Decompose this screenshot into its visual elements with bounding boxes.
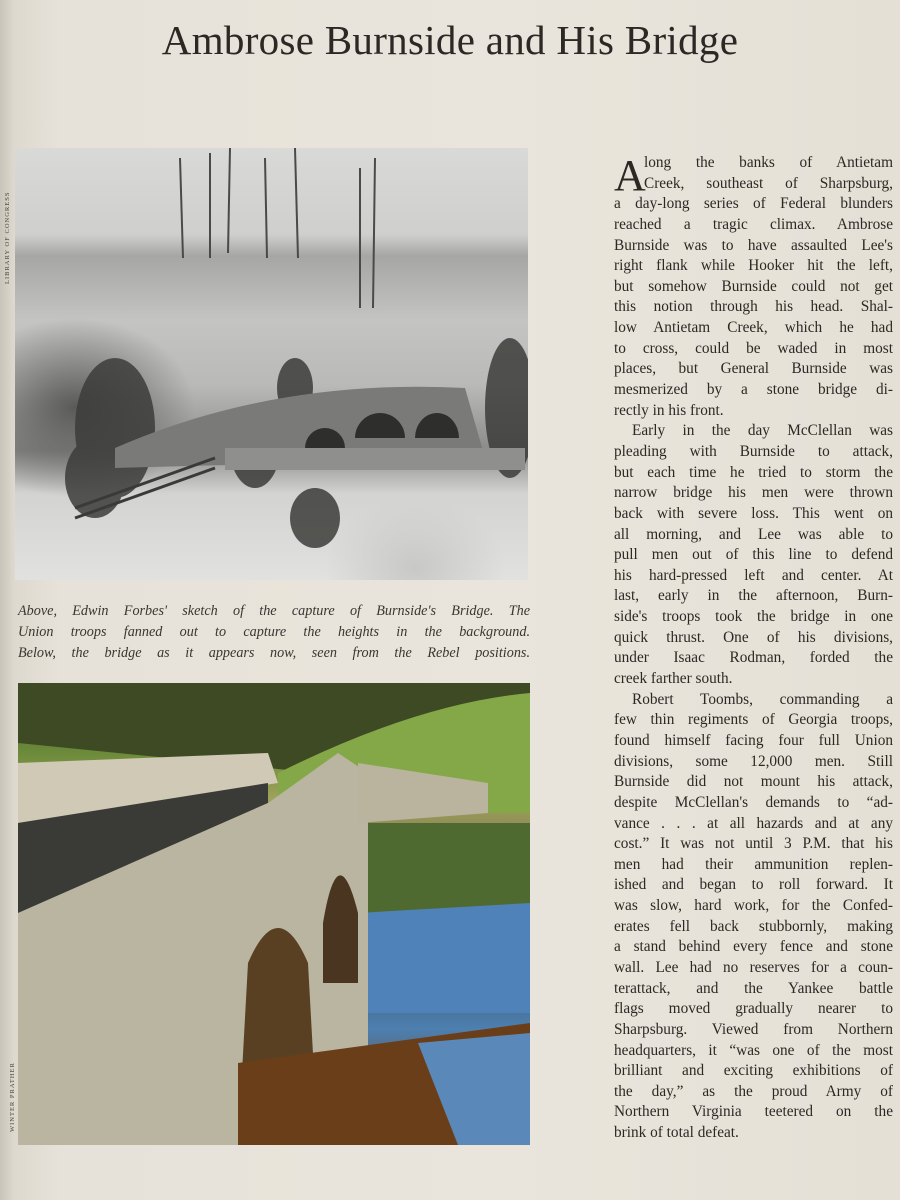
bridge-photograph xyxy=(18,683,530,1145)
body-text-line: Burnside was to have assaulted Lee's xyxy=(614,236,893,254)
body-text-line: all morning, and Lee was able to xyxy=(614,525,893,543)
sketch-credit: LIBRARY OF CONGRESS xyxy=(4,191,11,284)
paragraph xyxy=(614,153,893,421)
body-text-line: rectly in his front. xyxy=(614,401,724,419)
caption-line: Above, Edwin Forbes' sketch of the capture of Burnside's Bridge. The xyxy=(18,603,530,619)
body-text-line: Sharpsburg. Viewed from Northern xyxy=(614,1020,893,1038)
body-text-line: low Antietam Creek, which he had xyxy=(614,319,893,337)
bridge-photo-image xyxy=(18,683,530,1145)
page-title: Ambrose Burnside and His Bridge xyxy=(161,17,739,63)
figure-caption xyxy=(18,601,530,664)
body-text-line: was slow, hard work, for the Confed- xyxy=(614,897,893,915)
body-text-line: despite McClellan's demands to “ad- xyxy=(614,793,893,811)
body-text-line: the day,” as the proud Army of xyxy=(614,1082,893,1100)
body-text-line: divisions, some 12,000 men. Still xyxy=(614,752,893,770)
body-text-line: terattack, and the Yankee battle xyxy=(614,979,893,997)
body-text-line: right flank while Hooker hit the left, xyxy=(614,257,893,275)
body-text-line: cost.” It was not until 3 P.M. that his xyxy=(614,835,893,853)
caption-line: Below, the bridge as it appears now, seen from the Rebel positions. xyxy=(18,645,530,661)
body-text-line: flags moved gradually nearer to xyxy=(614,1000,893,1018)
body-text-line: a day-long series of Federal blunders xyxy=(614,195,893,213)
body-text-line: Creek, southeast of Sharpsburg, xyxy=(644,174,893,192)
body-text-line: wall. Lee had no reserves for a coun- xyxy=(614,958,893,976)
body-text-line: Burnside did not mount his attack, xyxy=(614,773,893,791)
body-text-line: men had their ammunition replen- xyxy=(614,855,893,873)
body-text-line: pleading with Burnside to attack, xyxy=(614,442,893,460)
body-text-line: creek farther south. xyxy=(614,670,733,688)
body-text-line: back with severe loss. This went on xyxy=(614,504,893,522)
body-text-line: brilliant and exciting exhibitions of xyxy=(614,1062,893,1080)
article-body xyxy=(614,153,893,1144)
body-text-line: this notion through his head. Shal- xyxy=(614,298,893,316)
caption-line: Union troops fanned out to capture the heights in the background. xyxy=(18,624,530,640)
body-text-line: side's troops took the bridge in one xyxy=(614,608,893,626)
body-text-line: Early in the day McClellan was xyxy=(632,422,893,440)
paragraph xyxy=(614,421,893,689)
body-text-line: ished and began to roll forward. It xyxy=(614,876,893,894)
body-text-line: quick thrust. One of his divisions, xyxy=(614,628,893,646)
forbes-sketch-image xyxy=(15,148,528,580)
body-text-line: reached a tragic climax. Ambrose xyxy=(614,215,893,233)
body-text-line: long the banks of Antietam xyxy=(644,154,893,171)
body-text-line: to cross, could be waded in most xyxy=(614,339,893,357)
sketch-illustration xyxy=(15,148,528,580)
body-text-line: vance . . . at all hazards and at any xyxy=(614,814,893,832)
body-text-line: Northern Virginia teetered on the xyxy=(614,1103,893,1121)
body-text-line: headquarters, it “was one of the most xyxy=(614,1041,893,1059)
body-text-line: but each time he tried to storm the xyxy=(614,463,893,481)
body-text-line: pull men out of this line to defend xyxy=(614,546,893,564)
body-text-line: under Isaac Rodman, forded the xyxy=(614,649,893,667)
body-text-line: his hard-pressed left and center. At xyxy=(614,566,893,584)
body-text-line: found himself facing four full Union xyxy=(614,731,893,749)
body-text-line: but somehow Burnside could not get xyxy=(614,277,893,295)
photo-credit: WINTER PRATHER xyxy=(9,1062,16,1132)
body-text-line: erates fell back stubbornly, making xyxy=(614,917,893,935)
body-text-line: narrow bridge his men were thrown xyxy=(614,484,893,502)
body-text-line: places, but General Burnside was xyxy=(614,360,893,378)
body-text-line: brink of total defeat. xyxy=(614,1124,739,1142)
drop-cap: A xyxy=(614,151,646,200)
body-text-line: few thin regiments of Georgia troops, xyxy=(614,711,893,729)
body-text-line: mesmerized by a stone bridge di- xyxy=(614,381,893,399)
body-text-line: a stand behind every fence and stone xyxy=(614,938,893,956)
paragraph xyxy=(614,690,893,1144)
body-text-line: Robert Toombs, commanding a xyxy=(632,690,893,708)
body-text-line: last, early in the afternoon, Burn- xyxy=(614,587,893,605)
